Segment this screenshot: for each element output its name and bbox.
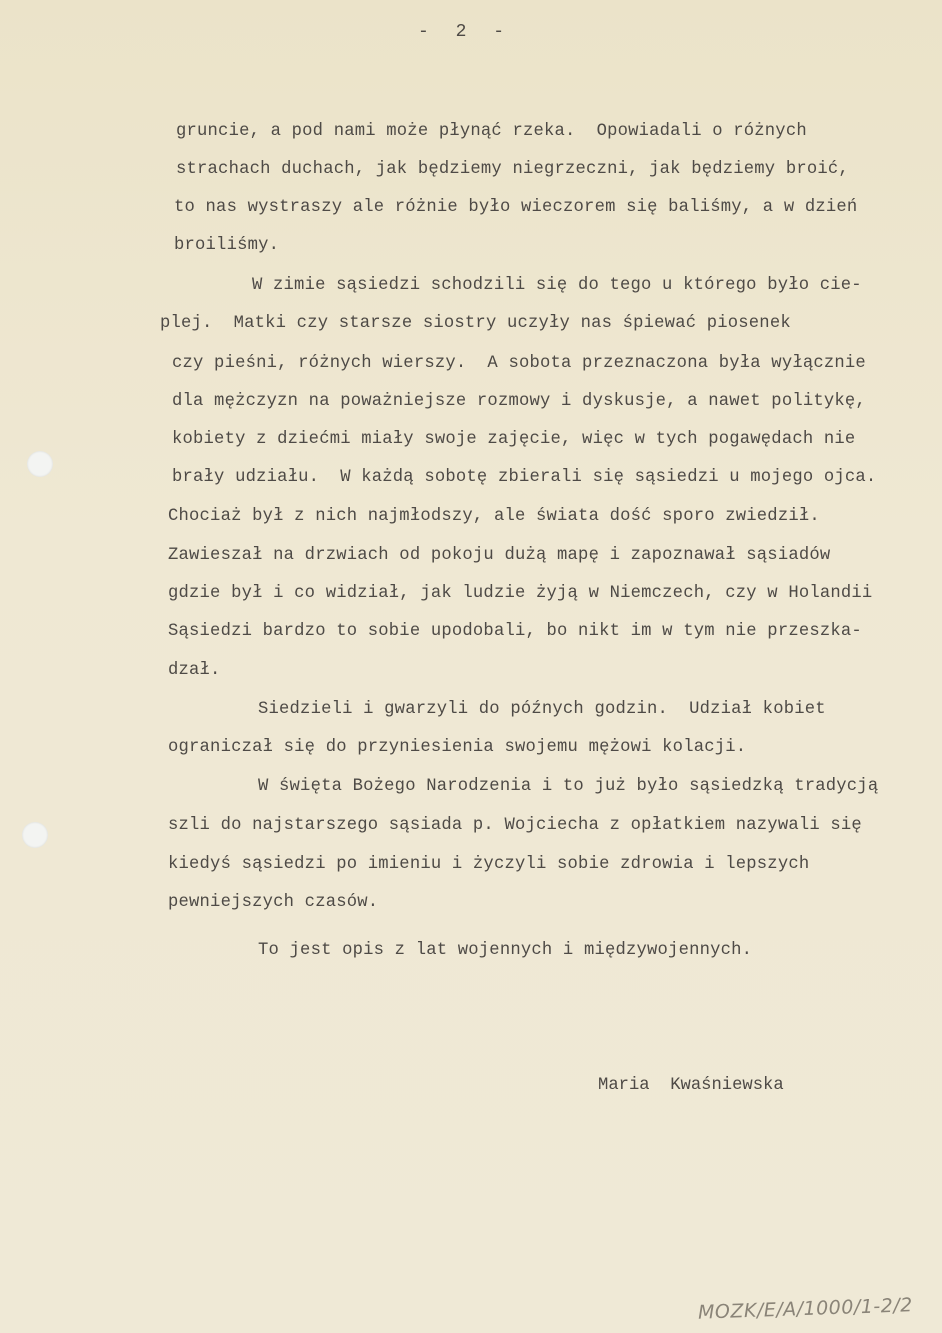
- punch-hole-bottom: [22, 822, 48, 848]
- text-line: W święta Bożego Narodzenia i to już było sąsiedzką tradycją: [258, 777, 879, 796]
- text-line: czy pieśni, różnych wierszy. A sobota przeznaczona była wyłącznie: [172, 354, 866, 373]
- text-line: szli do najstarszego sąsiada p. Wojciecha z opłatkiem nazywali się: [168, 816, 862, 835]
- text-line: kobiety z dziećmi miały swoje zajęcie, więc w tych pogawędach nie: [172, 430, 856, 449]
- text-line: ograniczał się do przyniesienia swojemu mężowi kolacji.: [168, 738, 747, 757]
- text-line: pewniejszych czasów.: [168, 893, 379, 912]
- text-line: to nas wystraszy ale różnie było wieczorem się baliśmy, a w dzień: [174, 198, 858, 217]
- text-line: To jest opis z lat wojennych i międzywojennych.: [258, 941, 753, 960]
- text-line: W zimie sąsiedzi schodzili się do tego u którego było cie-: [252, 276, 862, 295]
- text-line: brały udziału. W każdą sobotę zbierali się sąsiedzi u mojego ojca.: [172, 468, 877, 487]
- text-line: dla mężczyzn na poważniejsze rozmowy i dyskusje, a nawet politykę,: [172, 392, 866, 411]
- archive-reference: MOZK/E/A/1000/1-2/2: [697, 1294, 914, 1324]
- text-line: dzał.: [168, 661, 221, 680]
- text-line: Sąsiedzi bardzo to sobie upodobali, bo nikt im w tym nie przeszka-: [168, 622, 862, 641]
- text-line: gruncie, a pod nami może płynąć rzeka. Opowiadali o różnych: [176, 122, 807, 141]
- text-line: plej. Matki czy starsze siostry uczyły nas śpiewać piosenek: [160, 314, 791, 333]
- text-line: strachach duchach, jak będziemy niegrzeczni, jak będziemy broić,: [176, 160, 849, 179]
- text-line: kiedyś sąsiedzi po imieniu i życzyli sobie zdrowia i lepszych: [168, 855, 810, 874]
- text-line: Zawieszał na drzwiach od pokoju dużą mapę i zapoznawał sąsiadów: [168, 546, 831, 565]
- text-line: broiliśmy.: [174, 236, 280, 255]
- punch-hole-top: [27, 451, 53, 477]
- text-line: gdzie był i co widział, jak ludzie żyją w Niemczech, czy w Holandii: [168, 584, 873, 603]
- signature: Maria Kwaśniewska: [598, 1076, 784, 1095]
- text-line: Siedzieli i gwarzyli do późnych godzin. Udział kobiet: [258, 700, 826, 719]
- text-line: Chociaż był z nich najmłodszy, ale świata dość sporo zwiedził.: [168, 507, 820, 526]
- page-number: - 2 -: [418, 22, 513, 42]
